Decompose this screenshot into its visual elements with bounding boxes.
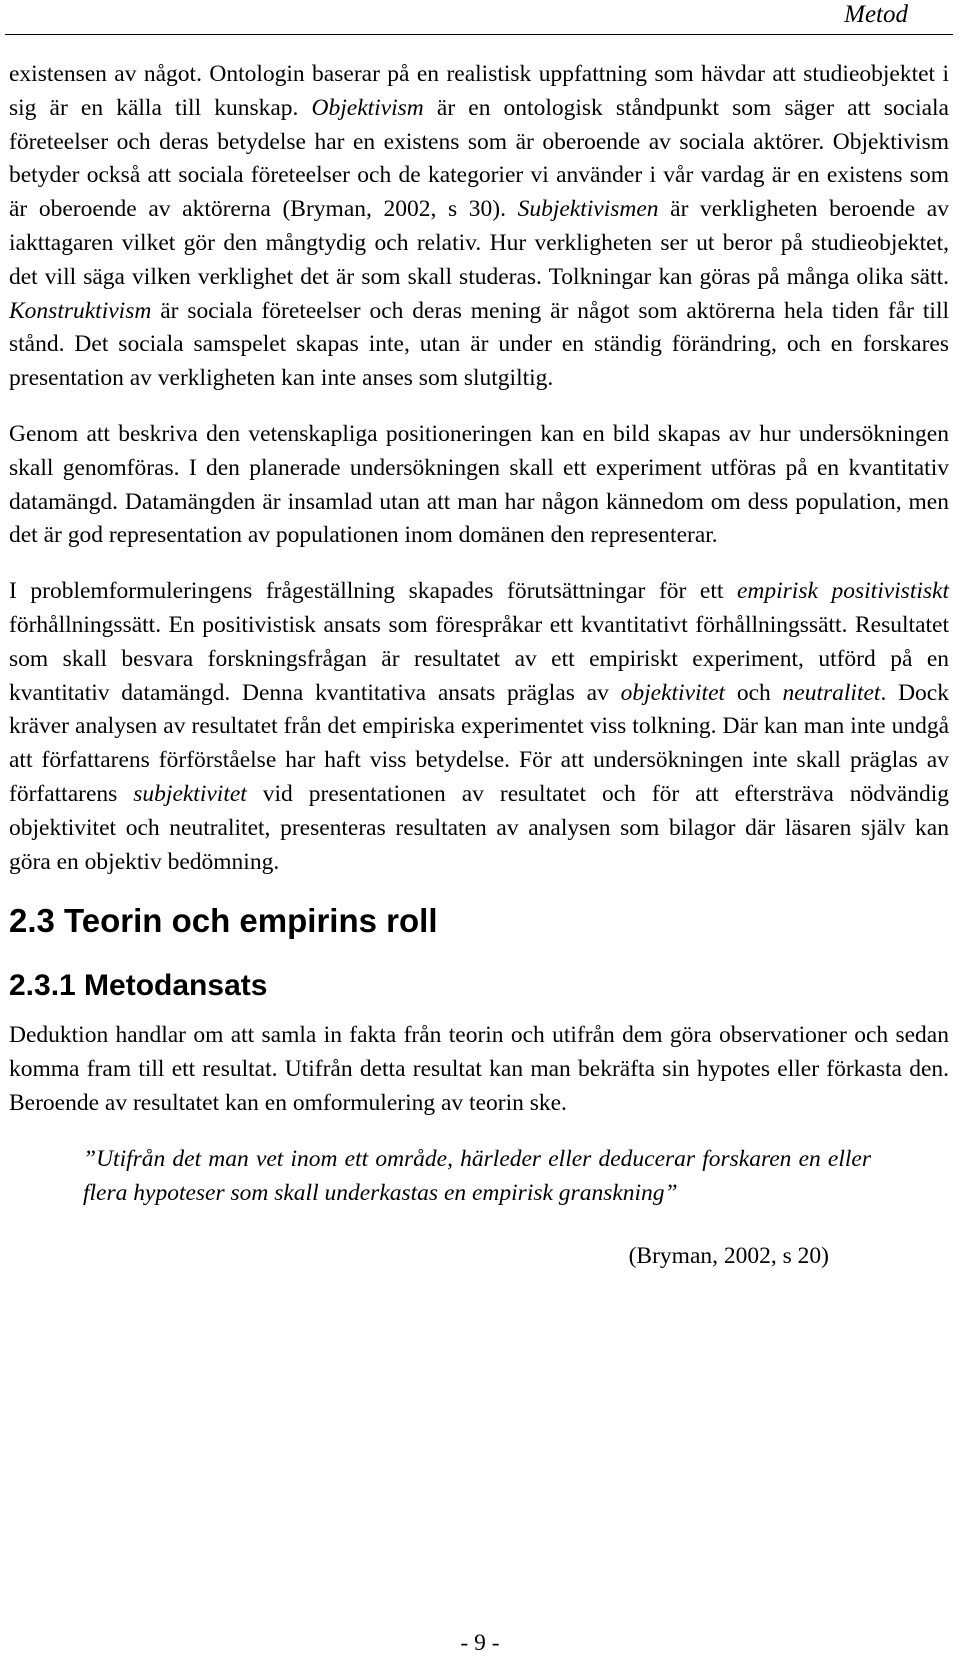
term-objektivitet: objektivitet	[620, 679, 726, 706]
text-run: I problemformuleringens frågeställning skapades förutsättningar för ett	[9, 578, 737, 605]
text-run: är verkligheten beroende av iakttagaren vilket gör den mångtydig och relativ. Hur verkligheten ser ut beror på studieobjektet, det vill säga vilken verklighet det är som skall studeras. Tolkningar kan göras på många olika sätt.	[9, 196, 949, 290]
text-run: är en ontologisk ståndpunkt som säger att sociala företeelser och deras betydelse har en existens som är oberoende av sociala aktörer. Objektivism betyder också att sociala företeelser och de kategorier vi använder i vår vardag är en existens som är oberoende av aktörerna (Bryman, 2002, s 30).	[9, 94, 949, 223]
section-heading: 2.3 Teorin och empirins roll	[9, 902, 438, 940]
text-run: . Dock kräver analysen av resultatet från det empiriska experimentet viss tolkning. Där kan man inte undgå att författarens förförståelse har haft viss betydelse. För att undersökningen inte skall präglas av författarens	[9, 679, 949, 807]
paragraph-ontology	[9, 58, 949, 396]
text-run: vid presentationen av resultatet och för att eftersträva nödvändig objektivitet och neutralitet, presenteras resultaten av analysen som bilagor där läsaren själv kan göra en objektiv bedömning.	[9, 780, 949, 875]
term-subjektivitet: subjektivitet	[133, 780, 247, 807]
text-run: existensen av något. Ontologin baserar på en realistisk uppfattning som hävdar att studieobjektet i sig är en källa till kunskap.	[9, 61, 949, 121]
term-neutralitet: neutralitet	[782, 679, 881, 706]
text-run: är sociala företeelser och deras mening är något som aktörerna hela tiden får till stånd. Det sociala samspelet skapas inte, utan är under en ständig förändring, och en forskares presentation av verkligheten kan inte anses som slutgiltig.	[9, 297, 949, 392]
text-run: förhållningssätt. En positivistisk ansats som förespråkar ett kvantitativt förhållningssätt. Resultatet som skall besvara forskningsfrågan är resultatet av ett empiriskt experiment, utförd på en kvantitativ datamängd. Denna kvantitativa ansats präglas av	[9, 611, 949, 706]
paragraph-deduction: Deduktion handlar om att samla in fakta från teorin och utifrån dem göra observationer och sedan komma fram till ett resultat. Utifrån detta resultat kan man bekräfta sin hypotes eller förkasta den. Beroende av resultatet kan en omformulering av teorin ske.	[9, 1022, 949, 1116]
page-number: - 9 -	[460, 1630, 500, 1656]
text-run: och	[725, 679, 783, 706]
term-objektivism: Objektivism	[311, 94, 424, 121]
page-content	[9, 58, 949, 1274]
paragraph-positivism	[9, 575, 949, 879]
running-header: Metod	[844, 1, 908, 28]
term-empirisk-positivistiskt: empirisk positivistiskt	[736, 578, 949, 605]
header-rule	[5, 34, 953, 35]
quote-citation: (Bryman, 2002, s 20)	[628, 1243, 829, 1270]
term-subjektivismen: Subjektivismen	[517, 196, 659, 223]
term-konstruktivism: Konstruktivism	[9, 297, 152, 324]
subsection-heading: 2.3.1 Metodansats	[9, 969, 268, 1003]
block-quote: ”Utifrån det man vet inom ett område, härleder eller deducerar forskaren en eller flera hypoteser som skall underkastas en empirisk granskning”	[83, 1145, 871, 1206]
paragraph-positioning: Genom att beskriva den vetenskapliga positioneringen kan en bild skapas av hur undersökningen skall genomföras. I den planerade undersökningen skall ett experiment utföras på en kvantitativ datamängd. Datamängden är insamlad utan att man har någon kännedom om dess population, men det är god representation av populationen inom domänen den representerar.	[9, 420, 949, 549]
